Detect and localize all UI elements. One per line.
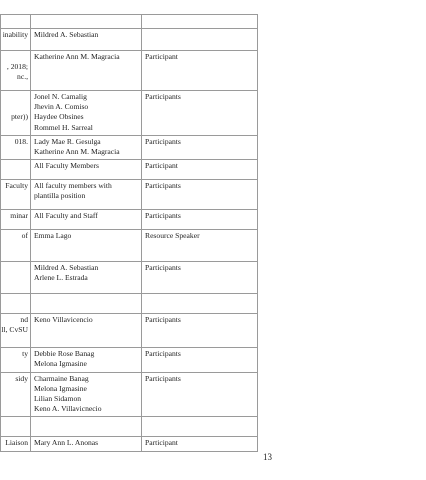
role-cell — [142, 372, 258, 417]
person-cell — [31, 230, 142, 262]
cell-text — [1, 52, 28, 62]
role-cell — [142, 314, 258, 348]
person-cell — [31, 417, 142, 437]
cell-text: minar — [10, 211, 28, 221]
cell-text — [1, 92, 28, 102]
table-row — [1, 210, 258, 230]
event-cell — [1, 29, 31, 51]
table-row — [1, 437, 258, 451]
cell-text: Participant — [145, 161, 178, 171]
cell-text: Participants — [145, 181, 181, 191]
role-cell — [142, 348, 258, 372]
event-cell — [1, 437, 31, 451]
cell-text: Lady Mae R. Gesulga — [34, 136, 101, 146]
table-row — [1, 294, 258, 314]
cell-text: sidy — [15, 373, 28, 383]
table-row — [1, 135, 258, 159]
cell-text: Participants — [145, 92, 181, 101]
cell-text: Participant — [145, 438, 178, 448]
role-cell — [142, 15, 258, 29]
cell-text: Debbie Rose Banag — [34, 349, 95, 359]
table-row — [1, 91, 258, 136]
table-row — [1, 180, 258, 210]
cell-text: Participant — [145, 52, 178, 61]
role-cell — [142, 210, 258, 230]
cell-text: Liaison — [5, 438, 28, 448]
event-cell — [1, 135, 31, 159]
person-cell — [31, 262, 142, 294]
event-cell — [1, 262, 31, 294]
cell-text: of — [21, 231, 28, 241]
event-cell — [1, 314, 31, 348]
table-row — [1, 372, 258, 417]
event-cell — [1, 417, 31, 437]
role-cell — [142, 437, 258, 451]
page-number: 13 — [263, 452, 272, 462]
role-cell — [142, 51, 258, 91]
cell-text: Mildred A. Sebastian — [34, 30, 99, 39]
table-row — [1, 262, 258, 294]
role-cell — [142, 180, 258, 210]
table-row — [1, 15, 258, 29]
cell-text: nd — [20, 315, 28, 325]
cell-text: Keno Villavicencio — [34, 315, 93, 325]
table-row — [1, 348, 258, 372]
cell-text: Rommel H. Sarreal — [34, 122, 93, 132]
person-cell — [31, 160, 142, 180]
table-row — [1, 29, 258, 51]
table-body — [1, 15, 258, 452]
cell-text: Faculty — [5, 181, 28, 191]
event-cell — [1, 230, 31, 262]
cell-text: Participants — [145, 315, 181, 325]
role-cell — [142, 160, 258, 180]
cell-text: , 2018; — [6, 62, 28, 72]
event-cell — [1, 210, 31, 230]
event-cell — [1, 91, 31, 136]
event-cell — [1, 15, 31, 29]
cell-text: All faculty members with — [34, 181, 112, 191]
table-row — [1, 314, 258, 348]
event-cell — [1, 160, 31, 180]
cell-text: Charmaine Banag — [34, 373, 89, 383]
person-cell — [31, 15, 142, 29]
event-cell — [1, 51, 31, 91]
role-cell — [142, 29, 258, 51]
event-cell — [1, 348, 31, 372]
role-cell — [142, 417, 258, 437]
role-cell — [142, 262, 258, 294]
cell-text: 018. — [14, 136, 28, 146]
role-cell — [142, 230, 258, 262]
cell-text: Lilian Sidamon — [34, 394, 82, 404]
cell-text: Keno A. Villavicnecio — [34, 404, 102, 414]
cell-text: Participants — [145, 373, 181, 383]
table-row — [1, 417, 258, 437]
event-cell — [1, 180, 31, 210]
role-cell — [142, 91, 258, 136]
cell-text — [1, 102, 28, 112]
cell-text: Katherine Ann M. Magracia — [34, 52, 120, 61]
person-cell — [31, 314, 142, 348]
cell-text: inability — [2, 30, 28, 39]
event-cell — [1, 294, 31, 314]
person-cell — [31, 294, 142, 314]
cell-text: Mildred A. Sebastian — [34, 263, 99, 273]
cell-text: Participants — [145, 211, 181, 221]
person-cell — [31, 91, 142, 136]
cell-text: Resource Speaker — [145, 231, 200, 241]
cell-text: Participants — [145, 136, 181, 146]
cell-text: Emma Lago — [34, 231, 72, 241]
table-row — [1, 230, 258, 262]
activity-table — [0, 14, 258, 452]
person-cell — [31, 437, 142, 451]
cell-text: Haydee Obsines — [34, 112, 84, 122]
cell-text: Jhevin A. Comiso — [34, 102, 89, 112]
table-row — [1, 51, 258, 91]
cell-text: Mary Ann L. Anonas — [34, 438, 99, 448]
person-cell — [31, 29, 142, 51]
role-cell — [142, 135, 258, 159]
person-cell — [31, 51, 142, 91]
cell-text: Participants — [145, 263, 181, 273]
cell-text: Arlene L. Estrada — [34, 273, 88, 283]
cell-text: All Faculty and Staff — [34, 211, 98, 221]
table-row — [1, 160, 258, 180]
cell-text: Katherine Ann M. Magracia — [34, 147, 120, 157]
role-cell — [142, 294, 258, 314]
person-cell — [31, 180, 142, 210]
cell-text: Melona Igmasine — [34, 359, 87, 369]
person-cell — [31, 372, 142, 417]
cell-text: Jonel N. Camalig — [34, 92, 87, 101]
cell-text: ll, CvSU — [1, 325, 28, 335]
cell-text: pter)) — [11, 112, 28, 122]
person-cell — [31, 348, 142, 372]
event-cell — [1, 372, 31, 417]
cell-text: All Faculty Members — [34, 161, 99, 171]
person-cell — [31, 210, 142, 230]
cell-text: nc., — [17, 72, 28, 82]
cell-text: ty — [22, 349, 28, 359]
person-cell — [31, 135, 142, 159]
cell-text: Participants — [145, 349, 181, 359]
cell-text: plantilla position — [34, 191, 86, 201]
cell-text: Melona Igmasine — [34, 383, 87, 393]
